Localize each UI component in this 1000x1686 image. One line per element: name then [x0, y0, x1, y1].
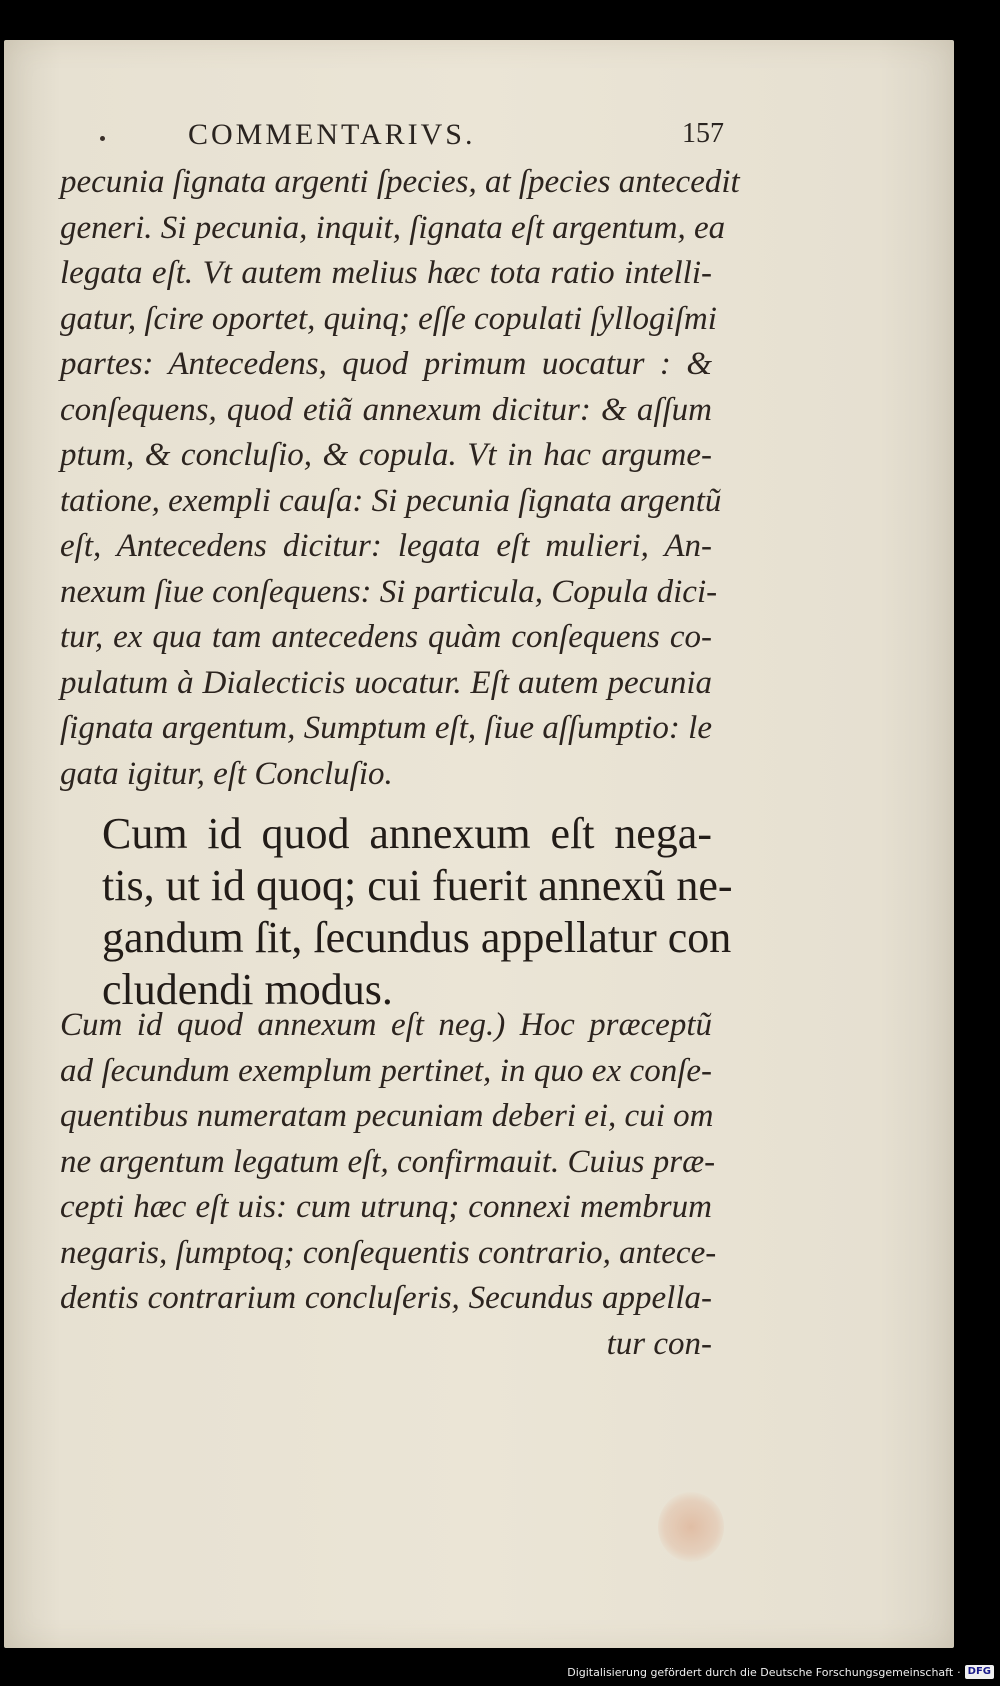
paper-stain [658, 1492, 724, 1562]
page-number: 157 [682, 118, 724, 149]
running-title: COMMENTARIVS. [188, 118, 476, 151]
text-line: tatione, exempli cauſa: Si pecunia ſignata argentũ [60, 482, 722, 519]
footer-credit: Digitalisierung gefördert durch die Deutsche Forschungsgemeinschaft [567, 1665, 954, 1679]
text-line: partes: Antecedens, quod primum uocatur : & [60, 346, 712, 382]
text-line: nexum ſiue conſequens: Si particula, Copula dici- [60, 573, 718, 610]
text-line: ptum, & concluſio, & copula. Vt in hac argume- [60, 437, 712, 473]
text-line: quentibus numeratam pecuniam deberi ei, cui om [60, 1098, 714, 1134]
commentary-block-2 [60, 1003, 717, 1367]
text-line: pecunia ſignata argenti ſpecies, at ſpecies antecedit [60, 164, 740, 200]
text-line: negaris, ſumptoq; conſequentis contrario, antece- [60, 1234, 717, 1271]
digitization-footer [567, 1664, 994, 1680]
text-line: conſequens, quod etiã annexum dicitur: & aſſum [60, 391, 712, 428]
text-line: ſignata argentum, Sumptum eſt, ſiue aſſumptio: le [60, 710, 712, 746]
text-line: pulatum à Dialecticis uocatur. Eſt autem pecunia [60, 664, 712, 701]
separator-dot: · [957, 1665, 961, 1679]
running-head [100, 118, 724, 158]
main-text-line: tis, ut id quoq; cui fuerit annexũ ne- [102, 861, 733, 910]
text-line: dentis contrarium concluſeris, Secundus appella- [60, 1280, 712, 1316]
text-line: gatur, ſcire oportet, quinq; eſſe copulati ſyllogiſmi [60, 300, 717, 337]
main-text-line: Cum id quod annexum eſt nega- [102, 809, 712, 858]
main-text-block [102, 808, 733, 1016]
ornament-dot [100, 136, 105, 141]
text-line: Cum id quod annexum eſt neg.) Hoc præceptũ [60, 1007, 712, 1043]
text-line: ne argentum legatum eſt, confirmauit. Cuius præ- [60, 1143, 716, 1180]
text-line: generi. Si pecunia, inquit, ſignata eſt argentum, ea [60, 209, 726, 246]
main-text-line: gandum ſit, ſecundus appellatur con [102, 913, 732, 962]
text-line: cepti hæc eſt uis: cum utrunq; connexi membrum [60, 1189, 712, 1225]
text-line: gata igitur, eſt Concluſio. [60, 755, 393, 792]
main-text-line: cludendi modus. [102, 965, 393, 1014]
text-line: legata eſt. Vt autem melius hæc tota ratio intelli- [60, 255, 712, 291]
dfg-logo-icon: DFG [965, 1665, 994, 1679]
commentary-block-1 [60, 160, 740, 797]
text-line: eſt, Antecedens dicitur: legata eſt mulieri, An- [60, 528, 712, 564]
text-line: tur, ex qua tam antecedens quàm conſequens co- [60, 619, 712, 655]
catchword: tur con- [606, 1325, 712, 1362]
text-line: ad ſecundum exemplum pertinet, in quo ex conſe- [60, 1052, 712, 1089]
